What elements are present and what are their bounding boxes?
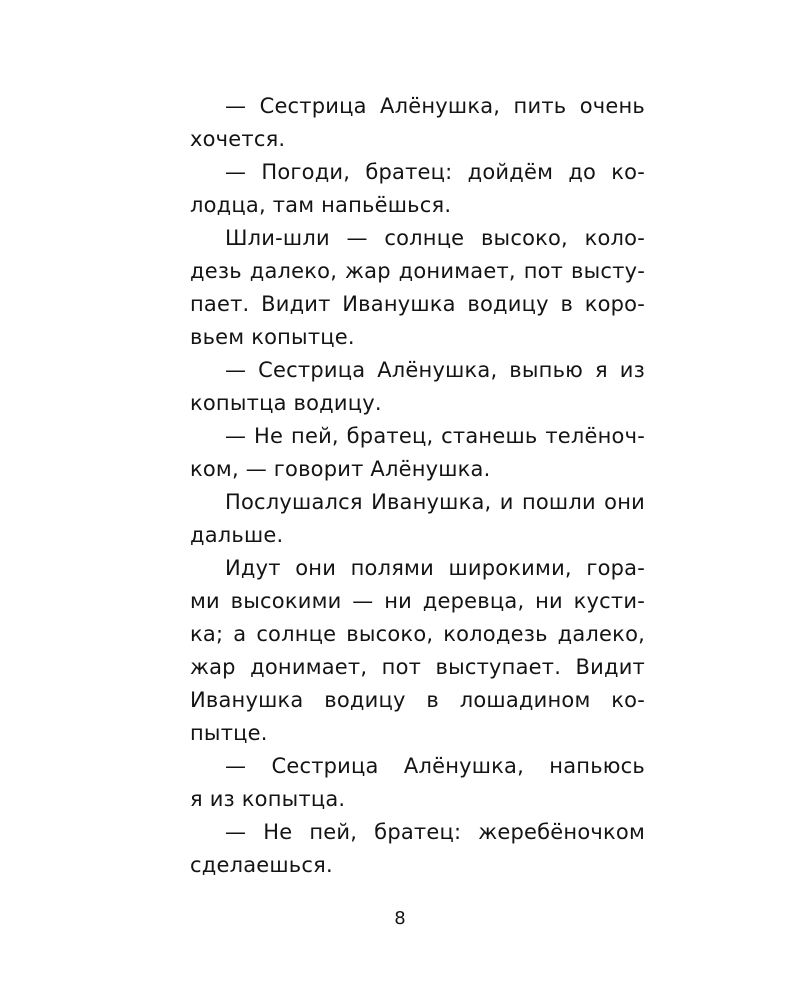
paragraph <box>190 90 645 156</box>
text-line: — Не пей, братец: жеребёночком <box>225 820 645 844</box>
paragraph <box>190 420 645 486</box>
text-line: — Сестрица Алёнушка, выпью я из <box>225 358 645 382</box>
text-line: пытце. <box>190 721 268 745</box>
text-line: — Не пей, братец, станешь телёноч- <box>225 424 645 448</box>
paragraph <box>190 816 645 882</box>
page-text <box>190 90 645 882</box>
text-line: дальше. <box>190 523 284 547</box>
paragraph <box>190 750 645 816</box>
text-line: ка; а солнце высоко, колодезь далеко, <box>190 622 645 646</box>
text-line: Идут они полями широкими, гора- <box>225 556 645 580</box>
text-line: Послушался Иванушка, и пошли они <box>225 490 645 514</box>
paragraph <box>190 156 645 222</box>
text-line: Иванушка водицу в лошадином ко- <box>190 688 645 712</box>
text-line: лодца, там напьёшься. <box>190 193 452 217</box>
text-line: я из копытца. <box>190 787 346 811</box>
text-line: пает. Видит Иванушка водицу в коро- <box>190 292 645 316</box>
paragraph <box>190 486 645 552</box>
text-line: — Погоди, братец: дойдём до ко- <box>225 160 645 184</box>
paragraph <box>190 222 645 354</box>
text-line: ком, — говорит Алёнушка. <box>190 457 491 481</box>
text-line: — Сестрица Алёнушка, напьюсь <box>225 754 645 778</box>
text-line: Шли-шли — солнце высоко, коло- <box>225 226 645 250</box>
text-line: — Сестрица Алёнушка, пить очень <box>225 94 645 118</box>
page-number: 8 <box>394 908 406 929</box>
text-line: сделаешься. <box>190 853 333 877</box>
text-line: ми высокими — ни деревца, ни кусти- <box>190 589 645 613</box>
text-line: вьем копытце. <box>190 325 355 349</box>
text-line: хочется. <box>190 127 286 151</box>
text-line: жар донимает, пот выступает. Видит <box>190 655 645 679</box>
paragraph <box>190 354 645 420</box>
text-line: дезь далеко, жар донимает, пот высту- <box>190 259 645 283</box>
paragraph <box>190 552 645 750</box>
text-line: копытца водицу. <box>190 391 382 415</box>
